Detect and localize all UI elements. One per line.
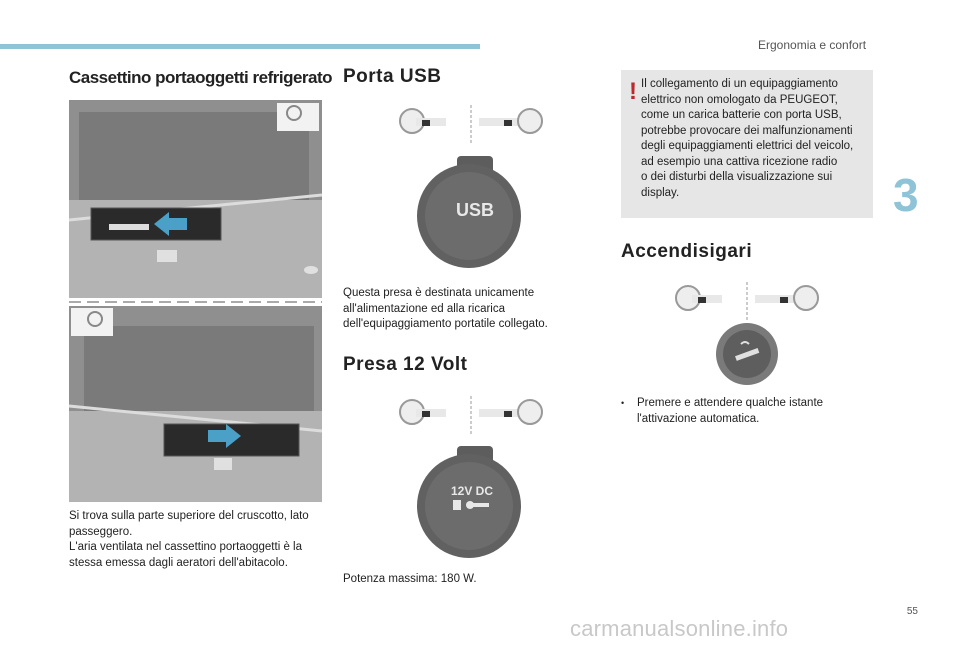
lighter-heading: Accendisigari	[621, 241, 753, 262]
bullet-icon: •	[621, 398, 625, 408]
text-line: passeggero.	[69, 525, 133, 538]
text-line: elettrico non omologato da PEUGEOT,	[641, 93, 838, 106]
warning-box	[621, 70, 873, 218]
text-line: l'attivazione automatica.	[637, 412, 760, 425]
glovebox-heading: Cassettino portaoggetti refrigerato	[69, 68, 333, 87]
text-line: stessa emessa dagli aeratori dell'abitacolo.	[69, 556, 288, 569]
header-accent-bar	[0, 44, 480, 49]
text-line: dell'equipaggiamento portatile collegato.	[343, 318, 548, 330]
steering-wheel-icon	[71, 308, 113, 336]
lighter-instruction	[621, 396, 887, 427]
usb-description	[343, 286, 573, 333]
text-line: Potenza massima: 180 W.	[343, 573, 477, 585]
text-line: Premere e attendere qualche istante	[637, 397, 824, 409]
text-line: o dei disturbi della visualizzazione sui	[641, 171, 833, 183]
watermark: carmanualsonline.info	[570, 616, 789, 641]
text-line: degli equipaggiamenti elettrici del veicolo,	[641, 140, 854, 152]
text-line: Il collegamento di un equipaggiamento	[641, 78, 838, 90]
warning-text	[641, 77, 869, 201]
socket-12v-heading: Presa 12 Volt	[343, 354, 468, 375]
text-line: come un carica batterie con porta USB,	[641, 109, 842, 121]
text-line: ad esempio una cattiva ricezione radio	[641, 155, 838, 168]
warning-icon: !	[629, 78, 637, 105]
cigarette-lighter	[715, 322, 779, 386]
page-number: 55	[906, 606, 918, 617]
glovebox-illustration-top	[69, 100, 322, 298]
usb-cap-label: USB	[455, 200, 494, 220]
socket-12v-description	[343, 572, 573, 588]
glovebox-illustration-bottom	[69, 306, 322, 502]
text-line: all'alimentazione ed alla ricarica	[343, 302, 505, 315]
chapter-number: 3	[893, 169, 919, 221]
steering-position-icons	[670, 280, 825, 322]
steering-wheel-icon	[277, 103, 319, 131]
glovebox-description	[69, 509, 329, 571]
usb-heading: Porta USB	[343, 66, 442, 87]
socket-12v-cap-label: 12V DC	[450, 484, 494, 498]
text-line: display.	[641, 186, 680, 199]
dashed-separator	[69, 298, 322, 306]
steering-position-icons	[394, 394, 549, 436]
socket-12v-cap	[415, 444, 525, 560]
text-line: L'aria ventilata nel cassettino portaoggetti è la	[69, 541, 302, 553]
section-title: Ergonomia e confort	[758, 38, 867, 52]
steering-position-icons	[394, 103, 549, 145]
text-line: Si trova sulla parte superiore del cruscotto, lato	[69, 510, 309, 522]
text-line: Questa presa è destinata unicamente	[343, 287, 535, 299]
text-line: potrebbe provocare dei malfunzionamenti	[641, 124, 853, 137]
